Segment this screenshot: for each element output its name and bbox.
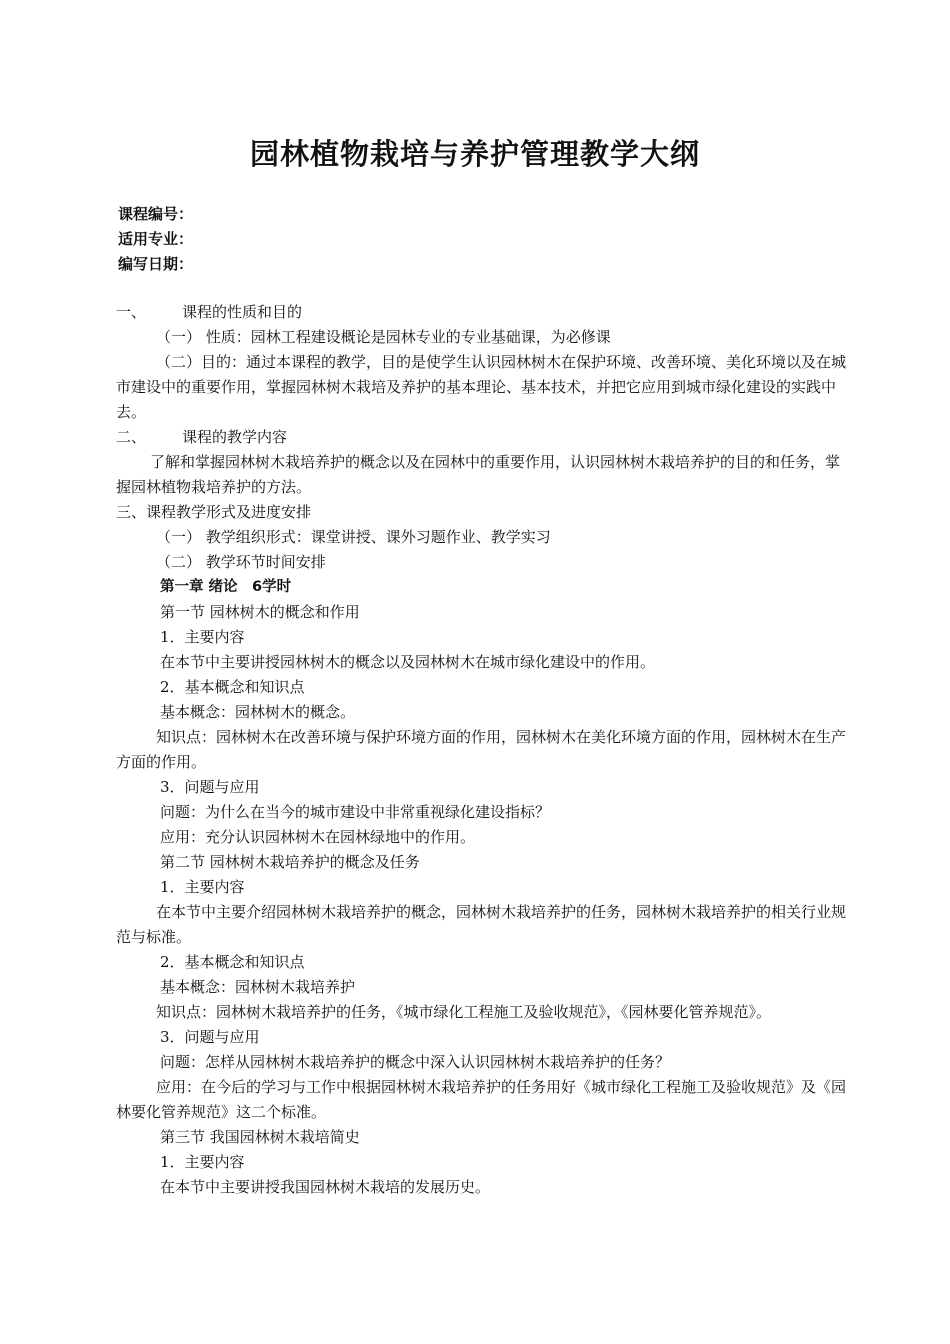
list-item: 2．基本概念和知识点 [160, 953, 305, 971]
paragraph: 了解和掌握园林树木栽培养护的概念以及在园林中的重要作用，认识园林树木栽培养护的目的和任务，掌握园林植物栽培养护的方法。 [116, 453, 841, 496]
date-label: 编写日期： [118, 255, 194, 273]
section-title: 第一节 园林树木的概念和作用 [160, 603, 360, 621]
list-item: 3．问题与应用 [160, 778, 260, 796]
paragraph: （一） 性质：园林工程建设概论是园林专业的专业基础课，为必修课 [156, 328, 611, 346]
section-title: 第二节 园林树木栽培养护的概念及任务 [160, 853, 420, 871]
paragraph: （二） 教学环节时间安排 [156, 553, 326, 571]
paragraph: 知识点：园林树木在改善环境与保护环境方面的作用，园林树木在美化环境方面的作用，园林树木在生产方面的作用。 [116, 728, 847, 771]
major-label: 适用专业： [118, 230, 194, 248]
chapter-heading: 第一章 绪论 6学时 [160, 579, 292, 595]
paragraph: （二）目的：通过本课程的教学，目的是使学生认识园林树木在保护环境、改善环境、美化环境以及在城市建设中的重要作用，掌握园林树木栽培及养护的基本理论、基本技术，并把它应用到城市绿化建设的实践中去。 [116, 353, 847, 421]
paragraph: 在本节中主要讲授园林树木的概念以及园林树木在城市绿化建设中的作用。 [160, 653, 656, 671]
document-body [116, 300, 850, 1200]
section-title: 第三节 我国园林树木栽培简史 [160, 1128, 360, 1146]
paragraph: 在本节中主要介绍园林树木栽培养护的概念，园林树木栽培养护的任务，园林树木栽培养护的相关行业规范与标准。 [116, 903, 847, 946]
list-item: 1．主要内容 [160, 1153, 245, 1171]
paragraph: 基本概念：园林树木的概念。 [160, 703, 356, 721]
paragraph: 问题：怎样从园林树木栽培养护的概念中深入认识园林树木栽培养护的任务？ [160, 1053, 671, 1071]
list-item: 3．问题与应用 [160, 1028, 260, 1046]
list-item: 1．主要内容 [160, 878, 245, 896]
document-title: 园林植物栽培与养护管理教学大纲 [249, 137, 700, 171]
list-item: 1．主要内容 [160, 628, 245, 646]
section-heading: 三、课程教学形式及进度安排 [116, 503, 312, 521]
list-item: 2．基本概念和知识点 [160, 678, 305, 696]
course-meta [118, 202, 193, 277]
paragraph: （一） 教学组织形式：课堂讲授、课外习题作业、教学实习 [156, 528, 551, 546]
paragraph: 知识点：园林树木栽培养护的任务，《城市绿化工程施工及验收规范》，《园林要化管养规范》。 [156, 1003, 772, 1021]
section-heading: 一、 课程的性质和目的 [116, 303, 303, 321]
paragraph: 应用：充分认识园林树木在园林绿地中的作用。 [160, 828, 476, 846]
paragraph: 问题：为什么在当今的城市建设中非常重视绿化建设指标？ [160, 803, 551, 821]
paragraph: 基本概念：园林树木栽培养护 [160, 978, 356, 996]
paragraph: 在本节中主要讲授我国园林树木栽培的发展历史。 [160, 1178, 491, 1196]
section-heading: 二、 课程的教学内容 [116, 428, 288, 446]
course-code-label: 课程编号： [118, 205, 194, 223]
paragraph: 应用：在今后的学习与工作中根据园林树木栽培养护的任务用好《城市绿化工程施工及验收规范》及《园林要化管养规范》这二个标准。 [116, 1078, 847, 1121]
